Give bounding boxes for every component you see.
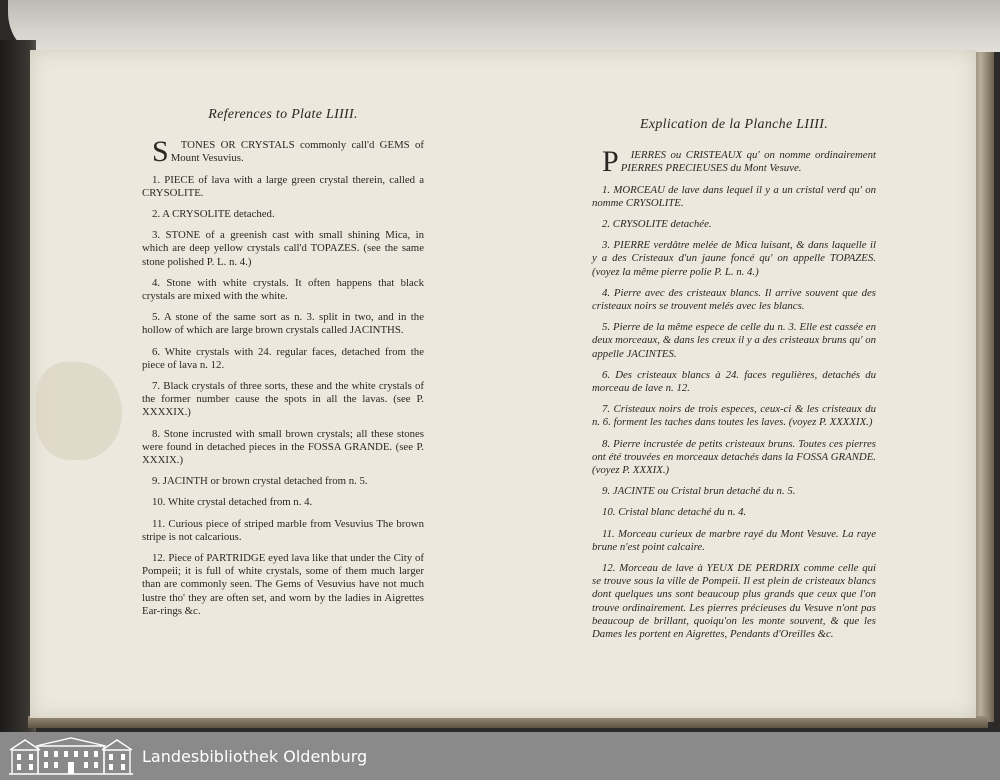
english-item-2: 2. A CRYSOLITE detached. <box>152 208 275 221</box>
english-item-3: 3. STONE of a greenish cast with small shining Mica, in which are deep yellow crystals call'd TOPAZES. (see the same stone polished P. L. n. 4.) <box>142 229 424 268</box>
english-intro-text: TONES OR CRYSTALS commonly call'd GEMS of Mount Vesuvius. <box>170 139 424 165</box>
library-banner <box>0 732 1000 780</box>
french-intro <box>592 145 876 179</box>
french-item-3: 3. PIERRE verdâtre melée de Mica luisant, & dans laquelle il y a des Cristeaux d'un jaune foncé qu' on appelle TOPAZES. (voyez la même pierre polie P. L. n. 4.) <box>592 239 876 278</box>
french-item-7: 7. Cristeaux noirs de trois especes, ceux-ci & les cristeaux du n. 6. forment les taches dans toutes les laves. (voyez P. XXXXIX.) <box>592 403 876 429</box>
french-item-4: 4. Pierre avec des cristeaux blancs. Il arrive souvent que des cristeaux noirs se trouvent melés avec les blancs. <box>592 286 876 313</box>
french-intro-text: IERRES ou CRISTEAUX qu' on nomme ordinairement PIERRES PRECIEUSES du Mont Vesuve. <box>620 149 876 175</box>
english-item-11: 11. Curious piece of striped marble from Vesuvius The brown stripe is not calcarious. <box>142 517 424 543</box>
english-column <box>142 108 424 626</box>
top-page-edge <box>8 0 1000 52</box>
english-item-8: 8. Stone incrusted with small brown crystals; all these stones were found in detached pieces in the FOSSA GRANDE. (see P. XXXIX.) <box>142 427 424 467</box>
french-item-11: 11. Morceau curieux de marbre rayé du Mont Vesuve. La raye brune n'est point calcaire. <box>592 527 876 553</box>
english-item-10: 10. White crystal detached from n. 4. <box>152 496 313 509</box>
french-item-5: 5. Pierre de la même espece de celle du n. 3. Elle est cassée en deux morceaux, & dans les creux il y a des cristeaux bruns qu' on appelle JACINTES. <box>592 321 876 360</box>
french-title: Explication de la Planche LIIII. <box>639 117 829 132</box>
library-name: Landesbibliothek Oldenburg <box>142 746 368 766</box>
french-item-12: 12. Morceau de lave à YEUX DE PERDRIX comme celle qui se trouve sous la ville de Pompeii. Il est plein de cristeaux blancs dont quelques uns sont beaucoup plus grands que ceux que l'on trouve ordinairement. Les pierres précieuses du Vesuve n'ont pas beaucoup de brillant, quoiqu'on les monte souvent, & que les Dames les portent en Aigrettes, Pendants d'Oreilles &c. <box>592 562 876 641</box>
english-item-5: 5. A stone of the same sort as n. 3. split in two, and in the hollow of which are large brown crystals called JACINTHS. <box>142 311 424 337</box>
paper-stain <box>36 362 122 460</box>
french-column <box>592 118 876 649</box>
english-title: References to Plate LIIII. <box>208 107 358 122</box>
french-item-9: 9. JACINTE ou Cristal brun detaché du n. 5. <box>602 485 796 498</box>
drop-cap: P <box>602 145 619 179</box>
library-building-icon <box>8 736 134 776</box>
french-item-1: 1. MORCEAU de lave dans lequel il y a un cristal verd qu' on nomme CRYSOLITE. <box>592 183 876 209</box>
english-item-7: 7. Black crystals of three sorts, these and the white crystals of the former number cause the spots in all the lavas. (see P. XXXXIX.) <box>142 380 424 419</box>
english-item-12: 12. Piece of PARTRIDGE eyed lava like that under the City of Pompeii; it is full of white crystals, some of them much larger than are commonly seen. The Gems of Vesuvius have not much lustre tho' they are often set, and worn by the ladies in Aigrettes Ear-rings &c. <box>142 552 424 617</box>
english-item-1: 1. PIECE of lava with a large green crystal therein, called a CRYSOLITE. <box>142 173 424 199</box>
french-item-2: 2. CRYSOLITE detachée. <box>602 218 712 231</box>
english-item-9: 9. JACINTH or brown crystal detached from n. 5. <box>152 475 368 488</box>
english-item-6: 6. White crystals with 24. regular faces, detached from the piece of lava n. 12. <box>142 345 424 371</box>
english-intro <box>142 135 424 169</box>
drop-cap: S <box>152 135 169 169</box>
english-item-4: 4. Stone with white crystals. It often happens that black crystals are mixed with the white. <box>142 276 424 303</box>
french-item-10: 10. Cristal blanc detaché du n. 4. <box>602 506 747 519</box>
french-item-6: 6. Des cristeaux blancs à 24. faces regulières, detachés du morceau de lave n. 12. <box>592 368 876 395</box>
french-item-8: 8. Pierre incrustée de petits cristeaux bruns. Toutes ces pierres ont été trouvées en morceaux detachés dans la FOSSA GRANDE. (voyez P. XXXIX.) <box>592 437 876 477</box>
